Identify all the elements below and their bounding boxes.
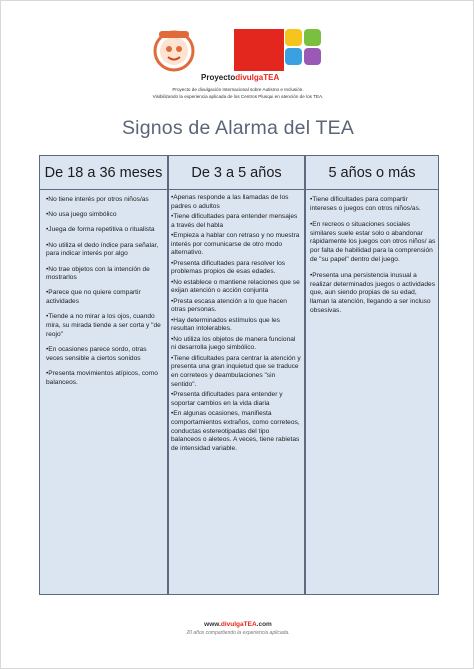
page-title: Signos de Alarma del TEA [121,117,355,139]
column-5-plus-years [310,196,436,323]
divulgatea-logo [234,29,284,71]
column-divider [167,156,169,594]
list-item: •Presenta dificultades para entender y soportar cambios en la vida diaria [171,391,283,407]
column-3-5-years [171,194,301,455]
list-item: •Hay determinados estímulos que les resultan intolerables. [171,316,280,333]
footer-website [1,621,474,628]
list-item: •Tiende a no mirar a los ojos, cuando mira, su mirada tiende a ser corta y "de reojo" [46,313,161,338]
column-18-36-months [46,196,164,394]
header-3-5-years: De 3 a 5 años [191,165,282,181]
list-item: •Tiene dificultades para compartir intereses o juegos con otros niños/as. [310,196,421,212]
header-5-plus-years: 5 años o más [328,165,416,181]
list-item: •Tiene dificultades para entender mensajes a través del habla [171,213,298,229]
list-item: •En algunas ocasiones, manifiesta comportamientos extraños, como correteos, conductas estereotipadas del tipo balanceos o aleteos. A veces, tiene rabietas de intensidad variable. [171,410,300,452]
footer-url-prefix: www. [204,621,221,628]
list-item: •Juega de forma repetitiva o ritualista [46,226,155,234]
list-item: •Presta escasa atención a lo que hacen otras personas. [171,297,287,314]
list-item: •Presenta movimientos atípicos, como balanceos. [46,369,158,386]
list-item: •No trae objetos con la intención de mostrarlos [46,265,150,282]
list-item: •No usa juego simbólico [46,211,117,219]
project-description-line: Proyecto de divulgación Internacional sobre Autismo e Inclusión. [172,87,304,92]
footer-url-suffix: .com [256,621,272,628]
footer-tagline: 20 años compartiendo la experiencia aplicada. [186,630,290,636]
list-item: •No utiliza el dedo índice para señalar, para indicar interés por algo [46,241,159,258]
list-item: •No tiene interés por otros niños/as [46,196,149,203]
list-item: •Presenta una persistencia inusual a realizar determinados juegos o actividades que, aun siendo propias de su edad, llaman la atención, llegando a ser incluso obsesivas. [310,271,435,314]
list-item: •Empieza a hablar con retraso y no muestra interés por comunicarse de otro modo alternativo. [171,232,300,257]
brand-name [201,73,331,82]
list-item: •No utiliza los objetos de manera funcional ni desarrolla juego simbólico. [171,335,296,352]
project-subtitle-line: Visibilizando la experiencia aplicada de los Centros Plusqui en atención de los TEA. [152,94,324,99]
list-item: •No establece o mantiene relaciones que se exijan atención o acción conjunta [171,278,300,295]
column-divider [304,156,306,594]
list-item: •Apenas responde a las llamadas de los padres o adultos [171,194,289,210]
brand-highlight: divulgaTEA [235,73,280,82]
list-item: •En ocasiones parece sordo, otras veces sensible a ciertos sonidos [46,345,147,362]
alarm-signs-table [39,155,439,595]
footer-url-highlight: divulgaTEA [220,621,257,628]
list-item: •Parece que no quiere compartir actividades [46,289,141,306]
list-item: •Presenta dificultades para resolver los problemas propios de esas edades. [171,259,286,276]
sensory-icons-logo [285,29,325,69]
list-item: •Tiene dificultades para centrar la atención y presenta una gran inquietud que se traduce en correteos y deambulaciones "sin sentido". [171,354,301,388]
plusqui-logo [151,27,197,73]
list-item: •En recreos o situaciones sociales similares suele estar solo o abandonar rápidamente los juegos con otros niños/ as por falta de habilidad para la comprensión de "su papel" dentro del juego. [310,220,436,263]
header-18-36-months: De 18 a 36 meses [44,165,163,181]
brand-prefix: Proyecto [201,73,236,82]
